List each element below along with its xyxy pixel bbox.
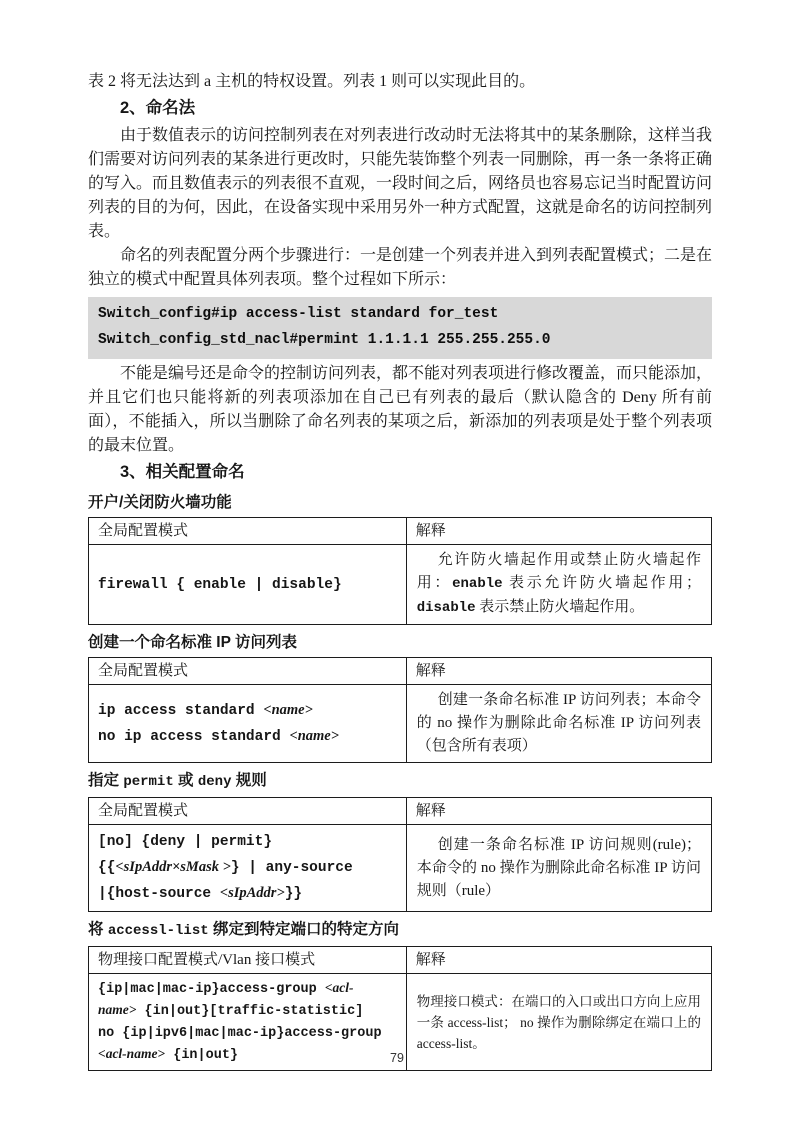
column-header-explanation: 解释 (406, 518, 711, 545)
variable-name: <name> (289, 727, 339, 744)
description-cell (406, 545, 711, 625)
command-text: no {ip|ipv6|mac|mac-ip}access-group (98, 1026, 382, 1041)
column-header-explanation: 解释 (406, 658, 711, 685)
column-header-mode: 全局配置模式 (89, 798, 407, 825)
table-title-text: 将 (88, 921, 108, 938)
table-title-text: 创建一个命名标准 IP 访问列表 (88, 634, 297, 651)
command-text: [no] {deny | permit} (98, 834, 273, 850)
command-line (98, 881, 397, 907)
command-text: {in|out} (165, 1048, 239, 1063)
column-header-mode: 全局配置模式 (89, 518, 407, 545)
table-title-text: 指定 (88, 772, 124, 789)
table-row (89, 825, 712, 912)
description-text: 物理接口模式：在端口的入口或出口方向上应用一条 access-list； no 操作为删除绑定在端口上的 access-list。 (416, 993, 701, 1051)
command-text: {in|out}[traffic-statistic] (136, 1004, 364, 1019)
description-text: 允许防火墙起作用或禁止防火墙起作用： (416, 552, 701, 591)
page-content (88, 70, 712, 1071)
table-row (89, 685, 712, 763)
table-title-firewall (88, 492, 712, 513)
description-text: 表示禁止防火墙起作用。 (475, 599, 645, 615)
variable-acl-name: <acl-name> (98, 1046, 166, 1061)
table-header-row (89, 658, 712, 685)
command-line (98, 698, 397, 724)
variable-sipaddr-smask: <sIpAddr×sMask > (115, 859, 231, 875)
variable-sipaddr: <sIpAddr> (219, 885, 285, 901)
table-header-row (89, 518, 712, 545)
command-line (98, 572, 397, 598)
variable-acl-name: <acl- (324, 980, 354, 995)
keyword-permit: permit (123, 774, 174, 790)
command-line (98, 1022, 397, 1044)
table-row (89, 545, 712, 625)
section-heading-naming: 2、命名法 (120, 99, 196, 117)
naming-paragraph-1: 由于数值表示的访问控制列表在对列表进行改动时无法将其中的某条删除，这样当我们需要对访问列表的某条进行更改时，只能先装饰整个列表一同删除，再一条一条将正确的写入。而且数值表示的列表很不直观，一段时间之后，网络员也容易忘记当时配置访问列表的目的为何，因此，在设备实现中采用另外一种方式配置，这就是命名的访问控制列表。 (88, 127, 713, 240)
column-header-explanation: 解释 (406, 947, 711, 974)
command-text: }} (284, 886, 303, 902)
description-cell (406, 685, 711, 763)
command-line (98, 855, 397, 881)
command-cell (89, 825, 407, 912)
command-cell (89, 545, 407, 625)
column-header-mode: 物理接口配置模式/Vlan 接口模式 (89, 947, 407, 974)
command-text: {{ (98, 860, 116, 876)
command-cell (89, 685, 407, 763)
description-text: 表示允许防火墙起作用； (502, 575, 701, 591)
table-title-text: 开户/关闭防火墙功能 (88, 494, 232, 511)
keyword-disable: disable (416, 600, 476, 616)
command-line (98, 829, 397, 855)
variable-acl-name: name> (98, 1002, 137, 1017)
command-text: ip access standard (98, 702, 264, 719)
command-line (98, 1000, 397, 1022)
table-title-create-acl (88, 632, 712, 653)
keyword-access-list: accessl-list (107, 923, 209, 939)
table-header-row (89, 947, 712, 974)
naming-paragraph-3: 不能是编号还是命令的控制访问列表，都不能对列表项进行修改覆盖，而只能添加，并且它们也只能将新的列表项添加在自己已有列表的最后（默认隐含的 Deny 所有前面），不能插入，所以当删除了命名列表的某项之后，新添加的列表项是处于整个列表项的最末位置。 (88, 365, 713, 454)
naming-paragraph-2: 命名的列表配置分两个步骤进行：一是创建一个列表并进入到列表配置模式；二是在独立的模式中配置具体列表项。整个过程如下所示： (88, 247, 713, 288)
config-table-create-acl (88, 657, 712, 763)
description-cell (406, 825, 711, 912)
command-text: {ip|mac|mac-ip}access-group (98, 982, 325, 997)
config-table-firewall (88, 517, 712, 625)
table-header-row (89, 798, 712, 825)
column-header-explanation: 解释 (406, 798, 711, 825)
cli-code-line: Switch_config_std_nacl#permint 1.1.1.1 255.255.255.0 (98, 332, 551, 348)
command-text: no ip access standard (98, 728, 290, 745)
command-text: firewall { enable | disable} (98, 576, 342, 593)
variable-name: <name> (263, 701, 313, 718)
table-title-bind-acl (88, 919, 712, 942)
table-title-text: 或 (173, 772, 198, 789)
description-text: 创建一条命名标准 IP 访问规则(rule)；本命令的 no 操作为删除此命名标准 IP 访问规则（rule） (416, 836, 701, 899)
description-text: 创建一条命名标准 IP 访问列表；本命令的 no 操作为删除此命名标准 IP 访问列表（包含所有表项） (416, 692, 701, 754)
config-table-permit-deny (88, 797, 712, 912)
column-header-mode: 全局配置模式 (89, 658, 407, 685)
command-text: } | any-source (230, 860, 353, 876)
table-title-text: 绑定到特定端口的特定方向 (208, 921, 399, 938)
command-line (98, 724, 397, 750)
table-title-permit-deny (88, 770, 712, 793)
cli-code-line: Switch_config#ip access-list standard for_test (98, 306, 499, 322)
page-number: 79 (390, 1051, 404, 1065)
section-heading-config: 3、相关配置命名 (120, 463, 245, 481)
intro-paragraph: 表 2 将无法达到 a 主机的特权设置。列表 1 则可以实现此目的。 (88, 73, 536, 90)
cli-code-block (88, 297, 712, 359)
command-text: |{host-source (98, 886, 220, 902)
keyword-deny: deny (197, 774, 232, 790)
command-line (98, 978, 397, 1000)
table-title-text: 规则 (231, 772, 267, 789)
keyword-enable: enable (452, 576, 503, 592)
